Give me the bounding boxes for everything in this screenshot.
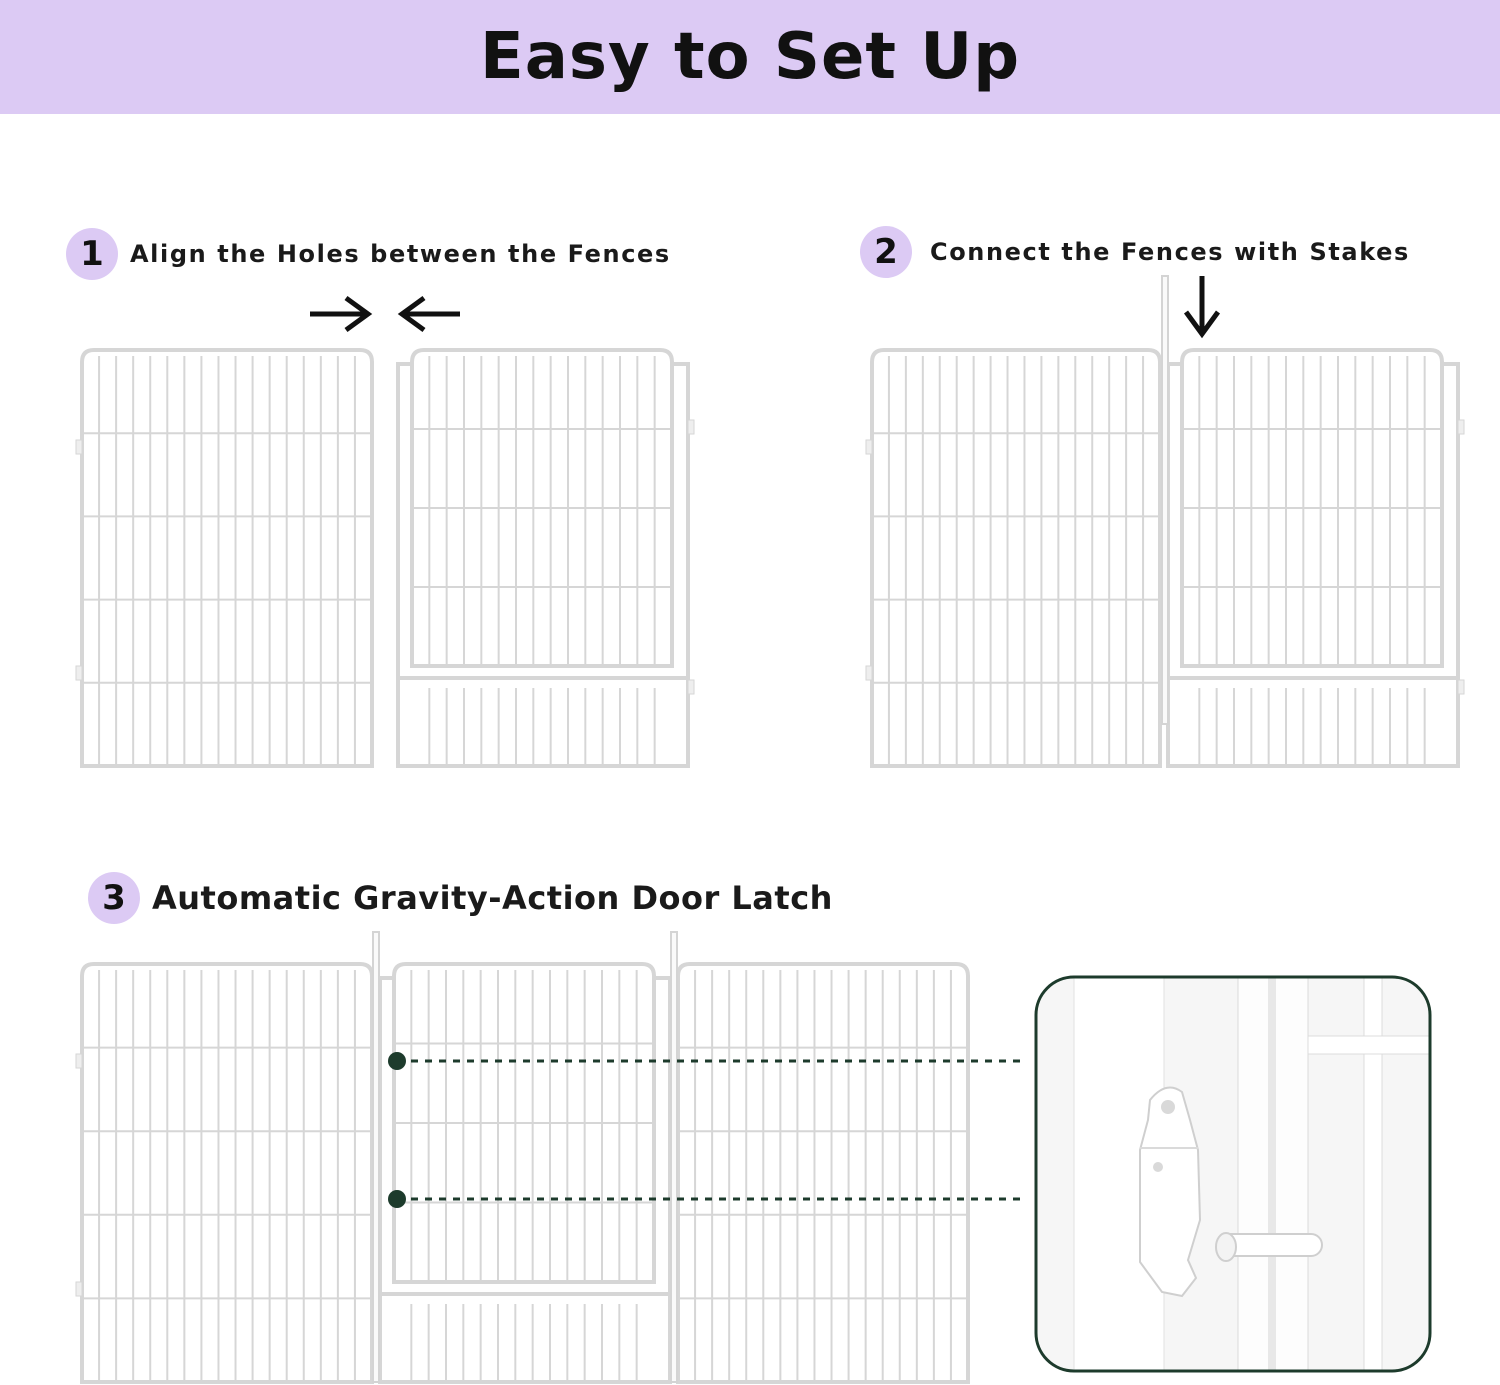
- stake-step3-right: [671, 932, 677, 1382]
- fence-panel-step3-left: [76, 964, 372, 1382]
- step-2-badge: 2: [860, 226, 912, 278]
- fence-door-step1: [398, 350, 694, 766]
- step-2-label: Connect the Fences with Stakes: [930, 238, 1410, 266]
- fence-door-step2: [1168, 350, 1464, 766]
- page-title: Easy to Set Up: [480, 20, 1020, 94]
- fence-panel-step3-right: [672, 964, 968, 1382]
- step-1-label: Align the Holes between the Fences: [130, 240, 671, 268]
- fence-panel-step2-left: [866, 350, 1160, 766]
- stake-step2: [1162, 276, 1168, 724]
- step-1-badge: 1: [66, 228, 118, 280]
- arrow-right-icon: [310, 298, 368, 330]
- latch-closeup-illustration: [1036, 977, 1430, 1371]
- arrow-down-icon: [1186, 276, 1218, 334]
- step-3-label: Automatic Gravity-Action Door Latch: [152, 879, 833, 917]
- arrow-left-icon: [402, 298, 460, 330]
- fence-panel-step1-left: [76, 350, 372, 766]
- fence-door-step3: [380, 964, 676, 1382]
- stake-step3-left: [373, 932, 379, 1382]
- step-3-badge: 3: [88, 872, 140, 924]
